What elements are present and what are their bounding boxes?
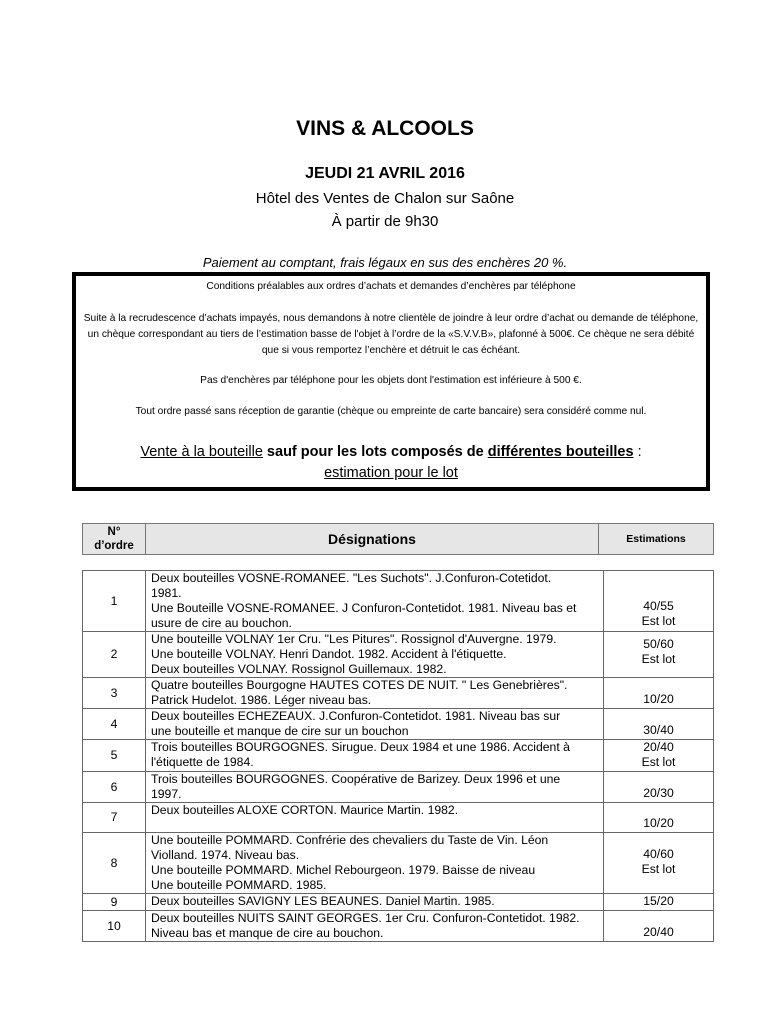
table-row — [83, 571, 714, 632]
designation-line: usure de cire au bouchon. — [151, 616, 292, 630]
column-lot-number-line2: d’ordre — [94, 540, 134, 552]
lot-designation — [146, 709, 604, 740]
lot-designation — [146, 772, 604, 803]
designation-line: Deux bouteilles NUITS SAINT GEORGES. 1er Cru. Confuron-Contetidot. 1982. — [151, 911, 580, 925]
lot-number: 4 — [83, 709, 146, 740]
lot-estimate-text: estimation pour le lot — [324, 465, 458, 481]
designation-line: Niveau bas et manque de cire au bouchon. — [151, 926, 384, 940]
column-designations: Désignations — [146, 524, 599, 555]
estimate-line: 10/20 — [643, 816, 674, 830]
sale-date: JEUDI 21 AVRIL 2016 — [305, 165, 465, 182]
lot-number: 7 — [83, 803, 146, 833]
designation-line: Deux bouteilles VOLNAY. Rossignol Guillemaux. 1982. — [151, 662, 447, 676]
conditions-title: Conditions préalables aux ordres d’achats et demandes d’enchères par téléphone — [206, 281, 576, 292]
sale-by-bottle-notice — [76, 442, 706, 484]
estimate-line: 20/40 — [643, 740, 674, 754]
designation-line: Deux bouteilles ALOXE CORTON. Maurice Martin. 1982. — [151, 803, 459, 817]
column-lot-number — [83, 524, 146, 555]
payment-terms: Paiement au comptant, frais légaux en sus des enchères 20 %. — [202, 255, 568, 270]
column-lot-number-line1: N° — [107, 526, 121, 538]
table-row — [83, 709, 714, 740]
conditions-paragraph-2: Pas d'enchères par téléphone pour les objets dont l'estimation est inférieure à 500 €. — [200, 375, 582, 386]
estimate-line: 50/60 — [643, 637, 674, 651]
designation-line: Une Bouteille VOSNE-ROMANEE. J Confuron-Contetidot. 1981. Niveau bas et — [151, 601, 577, 615]
lot-number: 5 — [83, 740, 146, 772]
lot-designation — [146, 740, 604, 772]
designation-line: Quatre bouteilles Bourgogne HAUTES COTES DE NUIT. " Les Genebrières". — [151, 678, 568, 692]
catalog-title: VINS & ALCOOLS — [296, 117, 474, 140]
estimate-line: 15/20 — [643, 894, 674, 908]
lot-designation — [146, 833, 604, 894]
designation-line: Deux bouteilles ECHEZEAUX. J.Confuron-Contetidot. 1981. Niveau bas sur — [151, 709, 561, 723]
colon-text: : — [633, 444, 642, 460]
lot-number: 3 — [83, 678, 146, 709]
different-bottles-text: différentes bouteilles — [487, 444, 634, 460]
conditions-paragraph-3: Tout ordre passé sans réception de garantie (chèque ou empreinte de carte bancaire) sera considéré comme nul. — [135, 406, 647, 417]
table-row — [83, 894, 714, 911]
table-row — [83, 772, 714, 803]
estimate-line: 20/40 — [643, 925, 674, 939]
lot-designation — [146, 571, 604, 632]
lot-estimate — [604, 911, 714, 942]
conditions-paragraph-1: Suite à la recrudescence d’achats impayés, nous demandons à notre clientèle de joindre à leur ordre d’achat ou demande de téléphone, un chèque correspondant au tiers de l’estimation basse de l'objet à l’ordre de la «S.V.V.B», plafonné à 500€. Ce chèque ne sera débité que si vous remportez l’enchère et détruit le cas échéant. — [83, 313, 699, 356]
designation-line: Deux bouteilles VOSNE-ROMANEE. "Les Suchots". J.Confuron-Cotetidot. — [151, 571, 552, 585]
estimate-line: 40/60 — [643, 847, 674, 861]
table-row — [83, 911, 714, 942]
estimate-line: 30/40 — [643, 723, 674, 737]
lot-number: 8 — [83, 833, 146, 894]
lot-number: 2 — [83, 632, 146, 678]
lot-designation — [146, 632, 604, 678]
lot-designation — [146, 894, 604, 911]
lot-number: 6 — [83, 772, 146, 803]
estimate-line: Est lot — [641, 862, 676, 876]
estimate-line: Est lot — [641, 614, 676, 628]
lot-number: 10 — [83, 911, 146, 942]
estimate-line: 20/30 — [643, 786, 674, 800]
estimate-line: Est lot — [641, 652, 676, 666]
sale-start-time: À partir de 9h30 — [331, 213, 439, 230]
designation-line: Patrick Hudelot. 1986. Léger niveau bas. — [151, 693, 372, 707]
lot-designation — [146, 911, 604, 942]
designation-line: Une bouteille VOLNAY. Henri Dandot. 1982. Accident à l'étiquette. — [151, 647, 507, 661]
designation-line: Violland. 1974. Niveau bas. — [151, 848, 300, 862]
column-estimations: Estimations — [599, 524, 714, 555]
lots-table-body — [83, 571, 714, 942]
lot-estimate — [604, 740, 714, 772]
lots-table-header — [82, 523, 714, 555]
lot-estimate — [604, 709, 714, 740]
table-row — [83, 833, 714, 894]
table-row — [83, 678, 714, 709]
lot-number: 1 — [83, 571, 146, 632]
lot-designation — [146, 678, 604, 709]
designation-line: Trois bouteilles BOURGOGNES. Sirugue. Deux 1984 et une 1986. Accident à — [151, 740, 570, 754]
lot-number: 9 — [83, 894, 146, 911]
table-row — [83, 803, 714, 833]
lot-estimate — [604, 632, 714, 678]
lot-designation — [146, 803, 604, 833]
designation-line: Deux bouteilles SAVIGNY LES BEAUNES. Daniel Martin. 1985. — [151, 894, 495, 908]
lot-estimate — [604, 894, 714, 911]
designation-line: 1997. — [151, 787, 182, 801]
designation-line: Trois bouteilles BOURGOGNES. Coopérative de Barizey. Deux 1996 et une — [151, 772, 561, 786]
lot-estimate — [604, 803, 714, 833]
sale-venue: Hôtel des Ventes de Chalon sur Saône — [255, 190, 515, 207]
lot-estimate — [604, 678, 714, 709]
designation-line: Une bouteille POMMARD. 1985. — [151, 878, 327, 892]
sale-by-bottle-text: Vente à la bouteille — [140, 444, 263, 460]
table-row — [83, 740, 714, 772]
designation-line: 1981. — [151, 586, 182, 600]
designation-line: l'étiquette de 1984. — [151, 755, 254, 769]
lot-estimate — [604, 571, 714, 632]
estimate-line: 40/55 — [643, 599, 674, 613]
designation-line: Une bouteille VOLNAY 1er Cru. "Les Pitures". Rossignol d'Auvergne. 1979. — [151, 632, 557, 646]
designation-line: une bouteille et manque de cire sur un bouchon — [151, 724, 409, 738]
lot-estimate — [604, 772, 714, 803]
estimate-line: Est lot — [641, 755, 676, 769]
designation-line: Une bouteille POMMARD. Michel Rebourgeon. 1979. Baisse de niveau — [151, 863, 536, 877]
table-row — [83, 632, 714, 678]
lot-estimate — [604, 833, 714, 894]
estimate-line: 10/20 — [643, 692, 674, 706]
sale-exception-text: sauf pour les lots composés de — [262, 444, 488, 460]
lots-table — [82, 570, 714, 942]
designation-line: Une bouteille POMMARD. Confrérie des chevaliers du Taste de Vin. Léon — [151, 833, 549, 847]
conditions-box — [72, 272, 710, 491]
